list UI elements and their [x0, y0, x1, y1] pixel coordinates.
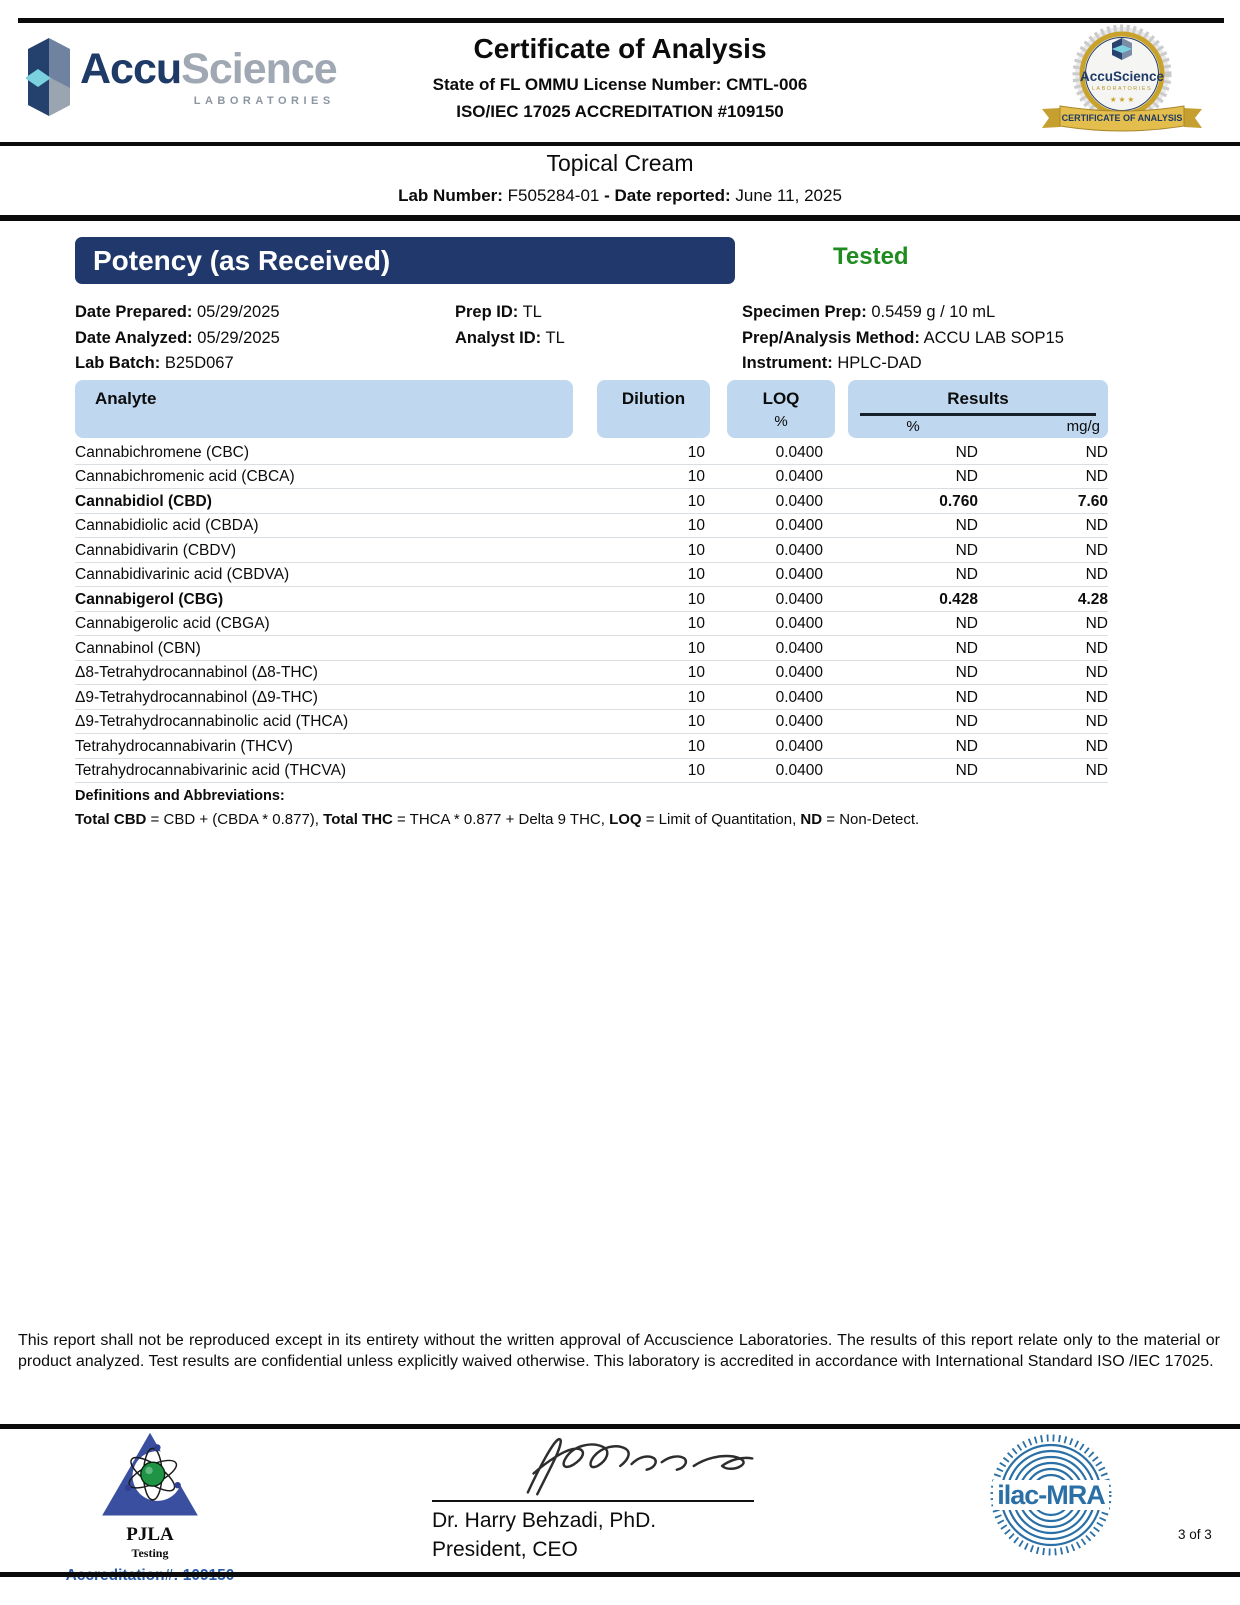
analyte-name-cell: Cannabichromene (CBC): [75, 440, 573, 464]
meta-line: Analyst ID: TL: [455, 328, 565, 347]
analyte-row: [75, 636, 1108, 661]
header-results-label: Results: [947, 389, 1009, 408]
divider-bottom: [0, 1572, 1240, 1577]
accuscience-logo: [26, 36, 337, 118]
analyte-name-cell: Δ9-Tetrahydrocannabinolic acid (THCA): [75, 709, 573, 734]
signature-icon: [496, 1432, 786, 1498]
header-loq: [727, 380, 835, 438]
dilution-cell: 10: [573, 734, 705, 759]
definitions-formula: Total CBD = CBD + (CBDA * 0.877), Total THC = THCA * 0.877 + Delta 9 THC, LOQ = Limit of Quantitation, ND = Non-Detect.: [75, 811, 920, 828]
section-title: Potency (as Received): [93, 245, 391, 276]
loq-cell: 0.0400: [705, 440, 823, 464]
date-reported-value: June 11, 2025: [735, 186, 842, 205]
analyte-name-cell: Cannabinol (CBN): [75, 636, 573, 661]
ilac-mra-logo-icon: [988, 1432, 1114, 1558]
divider-top: [18, 18, 1224, 23]
pjla-testing-label: Testing: [131, 1546, 169, 1560]
analyte-table: [75, 440, 1108, 783]
header-results-pct-unit: %: [906, 417, 920, 435]
dilution-cell: 10: [573, 538, 705, 563]
header-loq-unit: %: [774, 413, 788, 430]
ilac-mra-text: ilac-MRA: [997, 1480, 1105, 1510]
dilution-cell: 10: [573, 636, 705, 661]
result-mgg-cell: 7.60: [978, 489, 1108, 514]
result-pct-cell: ND: [823, 758, 978, 783]
result-pct-cell: ND: [823, 734, 978, 759]
analyte-name-cell: Δ9-Tetrahydrocannabinol (Δ9-THC): [75, 685, 573, 710]
tested-status-badge: Tested: [833, 243, 909, 270]
result-mgg-cell: ND: [978, 734, 1108, 759]
dilution-cell: 10: [573, 587, 705, 612]
dilution-cell: 10: [573, 758, 705, 783]
divider-header: [0, 142, 1240, 146]
result-mgg-cell: ND: [978, 513, 1108, 538]
method-block: [742, 300, 1064, 377]
pjla-name: PJLA: [126, 1524, 174, 1545]
logo-laboratories-text: LABORATORIES: [193, 95, 335, 107]
loq-cell: 0.0400: [705, 734, 823, 759]
analyte-name-cell: Cannabidiol (CBD): [75, 489, 573, 514]
meta-line: Date Analyzed: 05/29/2025: [75, 328, 280, 347]
analyte-row: [75, 587, 1108, 612]
analyte-name-cell: Tetrahydrocannabivarinic acid (THCVA): [75, 758, 573, 783]
analyte-name-cell: Cannabidiolic acid (CBDA): [75, 513, 573, 538]
dilution-cell: 10: [573, 611, 705, 636]
loq-cell: 0.0400: [705, 489, 823, 514]
result-mgg-cell: ND: [978, 660, 1108, 685]
analyte-row: [75, 538, 1108, 563]
result-pct-cell: ND: [823, 611, 978, 636]
loq-cell: 0.0400: [705, 587, 823, 612]
page-number: 3 of 3: [1178, 1527, 1212, 1542]
potency-table-header: [75, 380, 1108, 438]
result-mgg-cell: ND: [978, 464, 1108, 489]
analyte-row: [75, 709, 1108, 734]
result-pct-cell: ND: [823, 636, 978, 661]
signatory-name: Dr. Harry Behzadi, PhD.: [432, 1509, 657, 1532]
analyte-row: [75, 660, 1108, 685]
dilution-cell: 10: [573, 440, 705, 464]
loq-cell: 0.0400: [705, 611, 823, 636]
result-mgg-cell: ND: [978, 636, 1108, 661]
divider-footer: [0, 1424, 1240, 1429]
analyte-table-body: [75, 440, 1108, 783]
meta-line: Lab Batch: B25D067: [75, 354, 234, 372]
meta-line: Date Prepared: 05/29/2025: [75, 303, 280, 321]
lab-number-label: Lab Number:: [398, 186, 503, 205]
signatory-title: President, CEO: [432, 1538, 578, 1561]
iso-accreditation-line: ISO/IEC 17025 ACCREDITATION #109150: [456, 102, 784, 121]
definitions-block: [75, 788, 919, 828]
section-title-bar: [75, 237, 735, 284]
result-pct-cell: ND: [823, 660, 978, 685]
document-header: [320, 33, 920, 122]
signature-block: [432, 1432, 792, 1562]
document-title: Certificate of Analysis: [473, 33, 767, 64]
pjla-logo-icon: [98, 1430, 202, 1522]
result-mgg-cell: ND: [978, 440, 1108, 464]
dilution-cell: 10: [573, 709, 705, 734]
product-name: Topical Cream: [546, 150, 694, 176]
analyte-row: [75, 513, 1108, 538]
date-reported-label: - Date reported:: [604, 186, 731, 205]
meta-line: Prep ID: TL: [455, 303, 542, 321]
disclaimer-text: This report shall not be reproduced except in its entirety without the written approval of Accuscience Laboratories. The results of this report relate only to the material or product analyzed. Test results are confidential unless explicitly waived otherwise. This laboratory is accredited in accordance with International Standard ISO /IEC 17025.: [18, 1332, 1220, 1371]
result-pct-cell: ND: [823, 513, 978, 538]
loq-cell: 0.0400: [705, 464, 823, 489]
analyte-name-cell: Cannabigerolic acid (CBGA): [75, 611, 573, 636]
dilution-cell: 10: [573, 464, 705, 489]
loq-cell: 0.0400: [705, 758, 823, 783]
badge-ribbon-text: CERTIFICATE OF ANALYSIS: [1061, 113, 1183, 123]
result-pct-cell: ND: [823, 709, 978, 734]
analyte-name-cell: Cannabidivarin (CBDV): [75, 538, 573, 563]
meta-line: Prep/Analysis Method: ACCU LAB SOP15: [742, 328, 1064, 347]
loq-cell: 0.0400: [705, 685, 823, 710]
dilution-cell: 10: [573, 489, 705, 514]
result-pct-cell: 0.428: [823, 587, 978, 612]
logo-accu-text: Accu: [80, 45, 182, 93]
result-pct-cell: 0.760: [823, 489, 978, 514]
result-pct-cell: ND: [823, 440, 978, 464]
logo-science-text: Science: [181, 45, 337, 93]
license-line: State of FL OMMU License Number: CMTL-006: [432, 75, 808, 94]
result-mgg-cell: ND: [978, 758, 1108, 783]
dilution-cell: 10: [573, 685, 705, 710]
potency-table: [75, 380, 1108, 783]
analyte-row: [75, 562, 1108, 587]
analyte-name-cell: Cannabichromenic acid (CBCA): [75, 464, 573, 489]
analyte-row: [75, 685, 1108, 710]
header-analyte: Analyte: [75, 380, 573, 438]
badge-stars: ★ ★ ★: [1109, 95, 1135, 104]
lab-number-value: F505284-01: [507, 186, 600, 205]
header-loq-label: LOQ: [762, 389, 800, 408]
analyte-row: [75, 464, 1108, 489]
pjla-accreditation-block: [40, 1430, 260, 1585]
header-results-mgg-unit: mg/g: [1066, 417, 1100, 435]
badge-sub-text: LABORATORIES: [1091, 86, 1153, 92]
meta-line: Specimen Prep: 0.5459 g / 10 mL: [742, 303, 996, 321]
header-dilution: Dilution: [597, 380, 710, 438]
accuscience-wordmark: [80, 45, 337, 118]
dilution-cell: 10: [573, 562, 705, 587]
result-pct-cell: ND: [823, 562, 978, 587]
analyte-name-cell: Tetrahydrocannabivarin (THCV): [75, 734, 573, 759]
loq-cell: 0.0400: [705, 636, 823, 661]
analyte-name-cell: Δ8-Tetrahydrocannabinol (Δ8-THC): [75, 660, 573, 685]
analyte-row: [75, 758, 1108, 783]
result-mgg-cell: ND: [978, 562, 1108, 587]
loq-cell: 0.0400: [705, 660, 823, 685]
loq-cell: 0.0400: [705, 538, 823, 563]
loq-cell: 0.0400: [705, 709, 823, 734]
analyte-row: [75, 440, 1108, 464]
result-mgg-cell: ND: [978, 538, 1108, 563]
lab-number-line: [0, 186, 1240, 206]
result-mgg-cell: ND: [978, 709, 1108, 734]
result-pct-cell: ND: [823, 464, 978, 489]
loq-cell: 0.0400: [705, 562, 823, 587]
prep-dates-block: [75, 300, 280, 377]
signature-line: [432, 1500, 754, 1502]
result-pct-cell: ND: [823, 685, 978, 710]
result-mgg-cell: ND: [978, 611, 1108, 636]
loq-cell: 0.0400: [705, 513, 823, 538]
divider-sample: [0, 215, 1240, 221]
analyte-row: [75, 734, 1108, 759]
certificate-seal-badge-icon: [1035, 24, 1209, 140]
results-underline: [860, 413, 1096, 416]
analyst-block: [455, 300, 565, 351]
result-mgg-cell: ND: [978, 685, 1108, 710]
definitions-title: Definitions and Abbreviations:: [75, 788, 285, 804]
dilution-cell: 10: [573, 660, 705, 685]
dilution-cell: 10: [573, 513, 705, 538]
analyte-name-cell: Cannabidivarinic acid (CBDVA): [75, 562, 573, 587]
analyte-name-cell: Cannabigerol (CBG): [75, 587, 573, 612]
badge-brand-text: AccuScience: [1079, 69, 1165, 84]
header-results: [848, 380, 1108, 438]
analyte-row: [75, 611, 1108, 636]
accuscience-cube-icon: [26, 36, 72, 118]
result-mgg-cell: 4.28: [978, 587, 1108, 612]
analyte-row: [75, 489, 1108, 514]
meta-line: Instrument: HPLC-DAD: [742, 354, 922, 372]
result-pct-cell: ND: [823, 538, 978, 563]
